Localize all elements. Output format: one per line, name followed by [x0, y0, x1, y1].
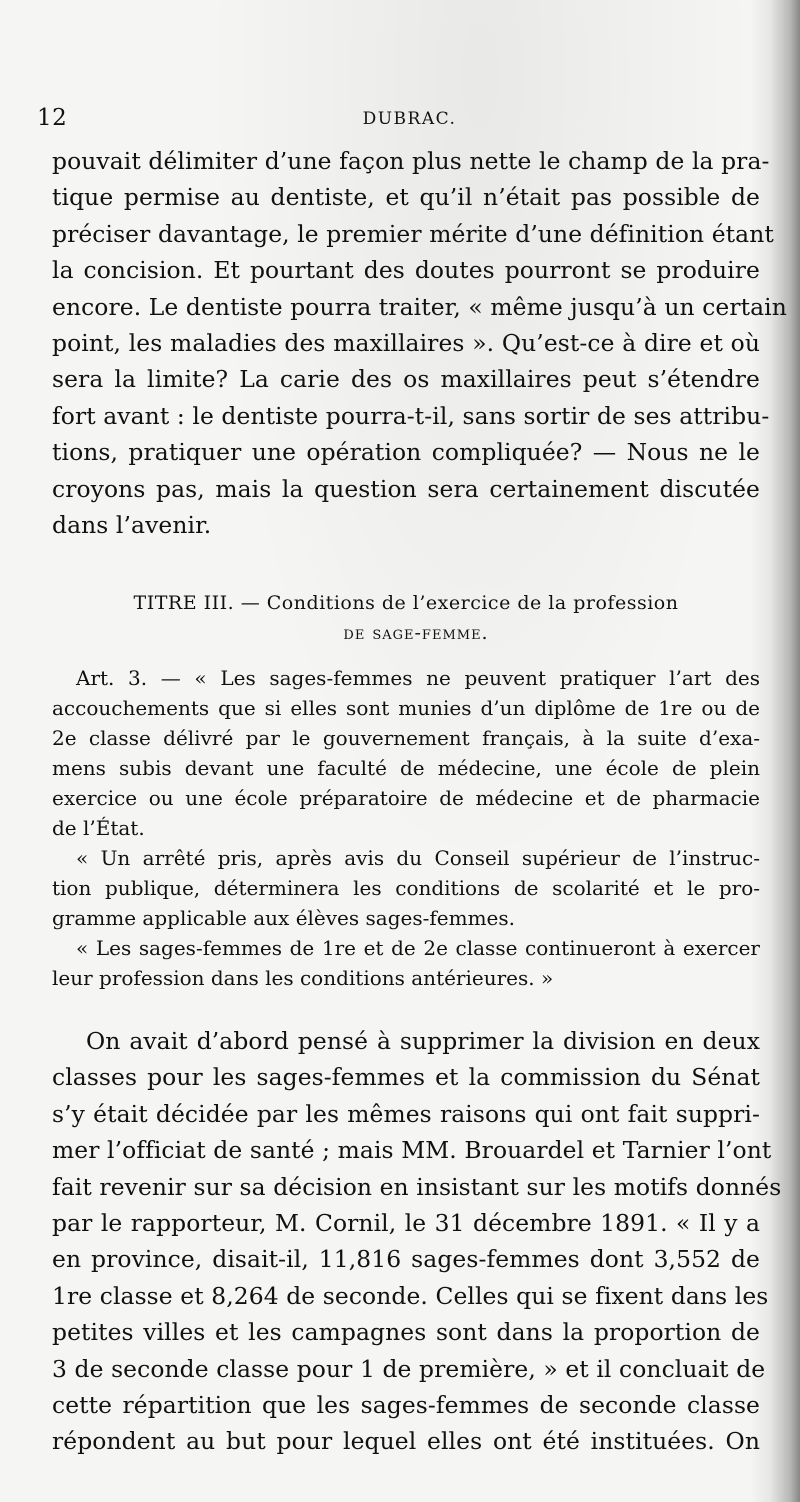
text-line: dans l’avenir. [52, 511, 212, 540]
text-line: cette répartition que les sages-femmes de seconde classe [52, 1391, 760, 1420]
text-line: point, les maladies des maxillaires ». Qu’est-ce à dire et où [52, 329, 760, 358]
article-line: exercice ou une école préparatoire de médecine et de pharmacie [52, 786, 760, 810]
text-line: classes pour les sages-femmes et la commission du Sénat [52, 1063, 760, 1092]
section-title-line: TITRE III. — Conditions de l’exercice de la profession [133, 592, 679, 614]
section-title [52, 588, 760, 648]
text-line: répondent au but pour lequel elles ont été instituées. On [52, 1427, 760, 1456]
text-line: préciser davantage, le premier mérite d’une définition étant [52, 219, 774, 248]
text-line: sera la limite? La carie des os maxillaires peut s’étendre [52, 365, 760, 394]
text-line: croyons pas, mais la question sera certainement discutée [52, 474, 760, 503]
article-line: Art. 3. — « Les sages-femmes ne peuvent pratiquer l’art des [76, 666, 760, 690]
article-line: « Les sages-femmes de 1re et de 2e classe continueront à exercer [76, 936, 760, 960]
running-head [37, 105, 762, 135]
text-line: mer l’officiat de santé ; mais MM. Brouardel et Tarnier l’ont [52, 1136, 772, 1165]
article-line: leur profession dans les conditions antérieures. » [52, 966, 554, 990]
article-line: 2e classe délivré par le gouvernement français, à la suite d’exa- [52, 726, 760, 750]
paragraph-midwives [52, 1023, 782, 1460]
article-line: gramme applicable aux élèves sages-femmes. [52, 906, 515, 930]
text-line: 1re classe et 8,264 de seconde. Celles qui se fixent dans les [52, 1281, 769, 1310]
text-line: 3 de seconde classe pour 1 de première, » et il concluait de [52, 1354, 766, 1383]
page-number: 12 [37, 105, 68, 131]
text-line: par le rapporteur, M. Cornil, le 31 décembre 1891. « Il y a [52, 1209, 760, 1238]
running-title: DUBRAC. [362, 109, 457, 129]
article-line: accouchements que si elles sont munies d’un diplôme de 1re ou de [52, 696, 760, 720]
text-line: tions, pratiquer une opération compliquée? — Nous ne le [52, 438, 760, 467]
article-3-quotation [52, 663, 760, 993]
text-line: s’y était décidée par les mêmes raisons qui ont fait suppri- [52, 1099, 760, 1128]
text-line: petites villes et les campagnes sont dans la proportion de [52, 1318, 760, 1347]
text-line: tique permise au dentiste, et qu’il n’était pas possible de [52, 183, 760, 212]
text-line: On avait d’abord pensé à supprimer la division en deux [86, 1027, 760, 1055]
text-line: encore. Le dentiste pourra traiter, « même jusqu’à un certain [52, 292, 787, 321]
text-line: en province, disait-il, 11,816 sages-femmes dont 3,552 de [52, 1245, 760, 1274]
article-line: tion publique, déterminera les conditions de scolarité et le pro- [52, 876, 760, 900]
section-title-line: de sage-femme. [343, 622, 489, 644]
article-line: de l’État. [52, 816, 145, 840]
text-line: la concision. Et pourtant des doutes pourront se produire [52, 256, 760, 285]
paragraph-discussion [52, 143, 787, 543]
text-line: fait revenir sur sa décision en insistant sur les motifs donnés [52, 1172, 782, 1201]
text-line: pouvait délimiter d’une façon plus nette le champ de la pra- [52, 147, 770, 175]
article-line: « Un arrêté pris, après avis du Conseil supérieur de l’instruc- [76, 846, 760, 870]
text-line: fort avant : le dentiste pourra-t-il, sans sortir de ses attribu- [52, 401, 770, 430]
article-line: mens subis devant une faculté de médecine, une école de plein [52, 756, 760, 780]
